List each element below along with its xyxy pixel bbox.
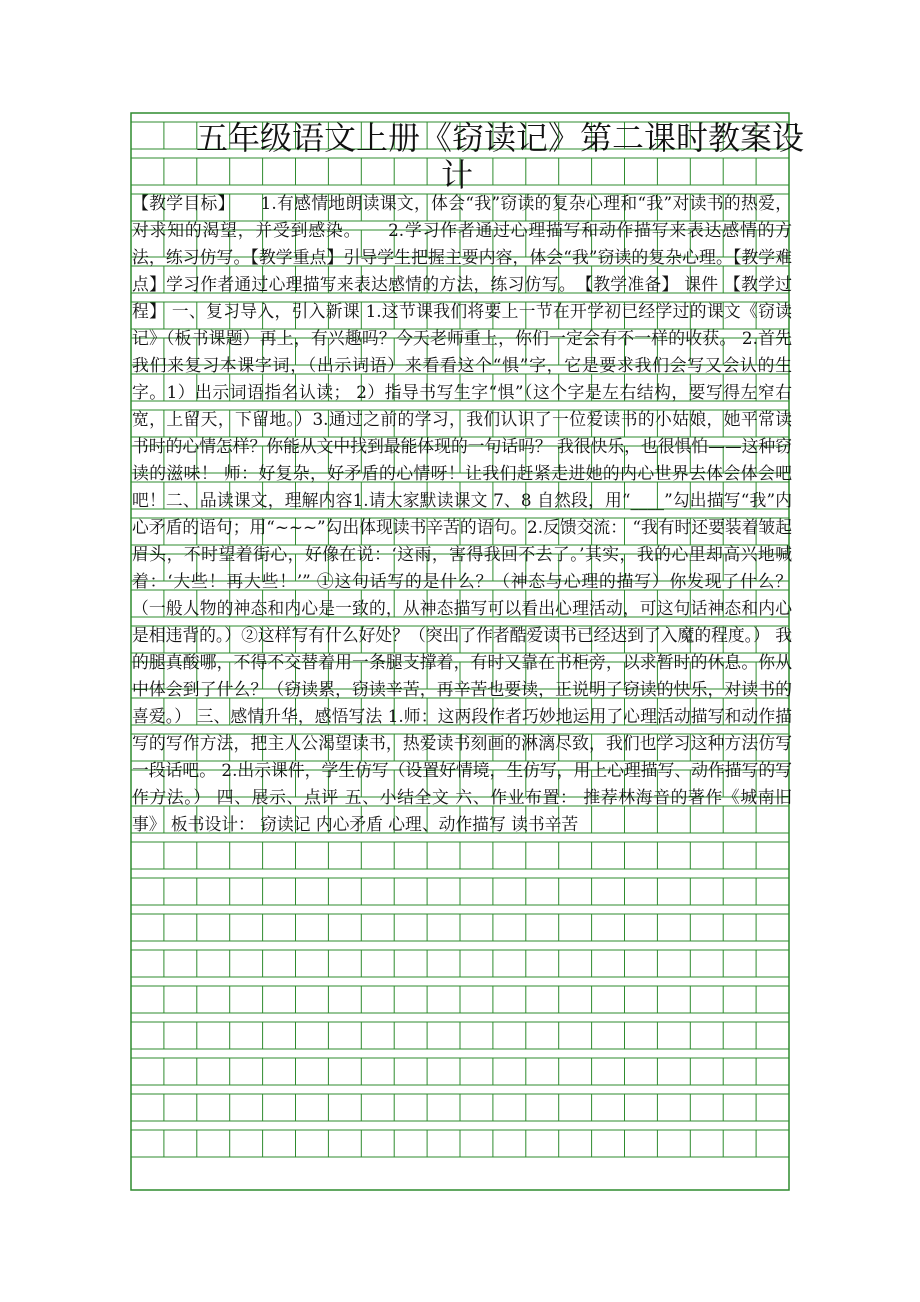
document-body	[132, 190, 792, 838]
document-title-line2: 计	[441, 156, 474, 194]
document-title-line1: 五年级语文上册《窃读记》第二课时教案设	[196, 119, 805, 157]
body-paragraph: 【教学目标】 1.有感情地朗读课文，体会“我”窃读的复杂心理和“我”对读书的热爱，对求知的渴望，并受到感染。 2.学习作者通过心理描写和动作描写来表达感情的方法，练习仿写。【教学重点】引导学生把握主要内容，体会“我”窃读的复杂心理。【教学难点】学习作者通过心理描写来表达感情的方法，练习仿写。 【教学准备】 课件 【教学过程】 一、复习导入，引入新课 1.这节课我们将要上一节在开学初已经学过的课文《窃读记》（板书课题）再上，有兴趣吗？今天老师重上，你们一定会有不一样的收获。 2.首先我们来复习本课字词，（出示词语）来看看这个“惧”字，它是要求我们会写又会认的生字。1）出示词语指名认读； 2）指导书写生字“惧”（这个字是左右结构，要写得左窄右宽，上留天，下留地。）3.通过之前的学习，我们认识了一位爱读书的小姑娘，她平常读书时的心情怎样？你能从文中找到最能体现的一句话吗？ 我很快乐，也很惧怕——这种窃读的滋味！ 师：好复杂，好矛盾的心情呀！让我们赶紧走进她的内心世界去体会体会吧吧！二、品读课文，理解内容1.请大家默读课文 7、8 自然段，用“____”勾出描写“我”内心矛盾的语句；用“~~~”勾出体现读书辛苦的语句。2.反馈交流： “我有时还要装着皱起眉头，不时望着街心，好像在说：‘这雨，害得我回不去了。’其实，我的心里却高兴地喊着：‘大些！再大些！’” ①这句话写的是什么？（神态与心理的描写）你发现了什么？（一般人物的神态和内心是一致的，从神态描写可以看出心理活动，可这句话神态和内心是相违背的。）②这样写有什么好处？（突出了作者酷爱读书已经达到了入魔的程度。） 我的腿真酸哪，不得不交替着用一条腿支撑着，有时又靠在书柜旁，以求暂时的休息。你从中体会到了什么？（窃读累，窃读辛苦，再辛苦也要读，正说明了窃读的快乐，对读书的喜爱。） 三、感情升华，感悟写法 1.师：这两段作者巧妙地运用了心理活动描写和动作描写的写作方法，把主人公渴望读书，热爱读书刻画的淋漓尽致，我们也学习这种方法仿写一段话吧。 2.出示课件，学生仿写（设置好情境，生仿写，用上心理描写、动作描写的写作方法。） 四、展示、点评 五、小结全文 六、作业布置： 推荐林海音的著作《城南旧事》 板书设计： 窃读记 内心矛盾 心理、动作描写 读书辛苦	[132, 193, 792, 834]
